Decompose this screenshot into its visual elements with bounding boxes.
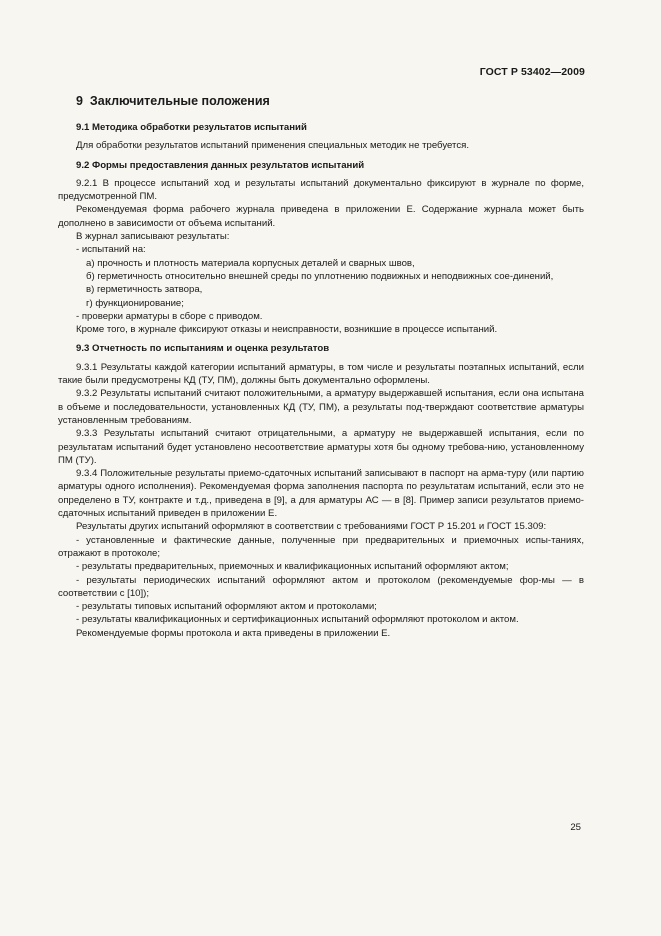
bullet-act: - результаты предварительных, приемочных и квалификационных испытаний оформляют актом; [76, 561, 509, 573]
bullet-protocol: - установленные и фактические данные, полученные при предварительных и приемочных испы-таниях, отражают в протоколе; [58, 534, 584, 559]
paragraph-9-2-failures: Кроме того, в журнале фиксируют отказы и неисправности, возникшие в процессе испытаний. [76, 324, 498, 336]
list-item-v: в) герметичность затвора, [86, 284, 203, 296]
paragraph-other-results: Результаты других испытаний оформляют в соответствии с требованиями ГОСТ Р 15.201 и ГОСТ 15.309: [76, 521, 547, 533]
list-item-drive: - проверки арматуры в сборе с приводом. [76, 310, 263, 322]
section-title-text: Заключительные положения [89, 94, 270, 108]
subsection-heading-9-2: 9.2 Формы предоставления данных результатов испытаний [76, 159, 365, 171]
paragraph-9-3-2: 9.3.2 Результаты испытаний считают положительными, а арматуру выдержавшей испытания, если она испытана в объеме и последовательности, установленных КД (ТУ, ПМ), а результаты под-тверждают соответствие арматуры установленным требованиям. [58, 388, 584, 426]
paragraph-9-1: Для обработки результатов испытаний применения специальных методик не требуется. [76, 140, 469, 152]
paragraph-9-3-3: 9.3.3 Результаты испытаний считают отрицательными, а арматуру не выдержавшей испытания, если по результатам испытаний будет установлено несоответствие арматуры хотя бы одному требова-нию, установленному ПМ (ТУ). [58, 428, 584, 466]
paragraph-9-2-1: 9.2.1 В процессе испытаний ход и результаты испытаний документально фиксируют в журнале по форме, предусмотренной ПМ. [58, 177, 584, 203]
bullet-typical: - результаты типовых испытаний оформляют актом и протоколами; [76, 601, 377, 613]
paragraph-9-2-journal: Рекомендуемая форма рабочего журнала приведена в приложении Е. Содержание журнала может быть дополнено в зависимости от объема испытаний. [58, 204, 584, 229]
section-number: 9 [76, 94, 83, 108]
paragraph-9-2-results: В журнал записывают результаты: [76, 231, 230, 243]
subsection-heading-9-3: 9.3 Отчетность по испытаниям и оценка результатов [76, 343, 330, 355]
list-item-g: г) функционирование; [86, 297, 184, 309]
bullet-qualification: - результаты квалификационных и сертификационных испытаний оформляют протоколом и актом. [76, 614, 519, 626]
bullet-periodic: - результаты периодических испытаний оформляют актом и протоколом (рекомендуемые фор-мы — в соответствии с [10]); [58, 574, 584, 599]
paragraph-9-3-1: 9.3.1 Результаты каждой категории испытаний арматуры, в том числе и результаты поэтапных испытаний, если такие были предусмотрены КД (ТУ, ПМ), должны быть документально оформлены. [58, 361, 584, 387]
document-body [58, 121, 584, 640]
list-item-tests: - испытаний на: [76, 244, 146, 256]
list-item-a: а) прочность и плотность материала корпусных деталей и сварных швов, [86, 257, 415, 269]
section-title [76, 94, 270, 108]
paragraph-appendix-ref: Рекомендуемые формы протокола и акта приведены в приложении Е. [76, 627, 391, 639]
standard-header: ГОСТ Р 53402—2009 [479, 66, 585, 78]
paragraph-9-3-4: 9.3.4 Положительные результаты приемо-сдаточных испытаний записывают в паспорт на арма-туру (или партию арматуры одного исполнения). Рекомендуемая форма заполнения паспорта по результатам испытаний, если это не определено в ТУ, контракте и т.д., приведена в [9], а для арматуры АС — в [8]. Пример записи результатов приемо-сдаточных испытаний приведен в приложении Е. [58, 468, 584, 520]
list-item-b: б) герметичность относительно внешней среды по уплотнению подвижных и неподвижных сое-динений, [86, 270, 554, 282]
subsection-heading-9-1: 9.1 Методика обработки результатов испытаний [76, 122, 307, 133]
page-number: 25 [570, 822, 581, 833]
